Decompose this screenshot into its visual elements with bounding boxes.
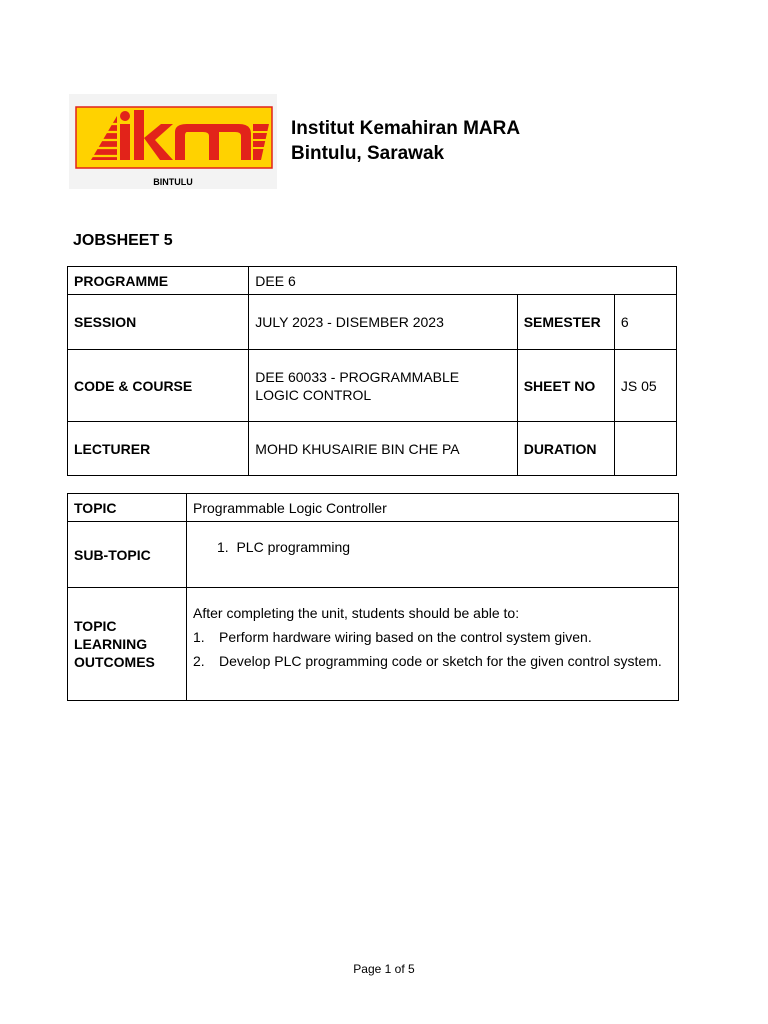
course-line-2: LOGIC CONTROL bbox=[255, 386, 372, 403]
outcomes-label bbox=[68, 588, 187, 701]
outcomes-label-line-3: OUTCOMES bbox=[74, 654, 155, 670]
outcome-number: 1. bbox=[193, 629, 205, 645]
sheet-label: SHEET NO bbox=[517, 350, 614, 422]
ikm-logo bbox=[69, 94, 277, 189]
course-line-1: DEE 60033 - PROGRAMMABLE bbox=[255, 368, 460, 385]
table-row bbox=[68, 422, 677, 476]
outcome-number: 2. bbox=[193, 653, 205, 669]
institution-line-2: Bintulu, Sarawak bbox=[291, 143, 445, 164]
outcomes-list bbox=[187, 588, 679, 701]
duration-value bbox=[614, 422, 676, 476]
outcome-text: Develop PLC programming code or sketch for the given control system. bbox=[219, 653, 662, 669]
institution-name bbox=[291, 116, 520, 166]
list-item bbox=[193, 628, 672, 646]
table-row bbox=[68, 350, 677, 422]
page-number: Page 1 of 5 bbox=[353, 962, 415, 976]
table-row bbox=[68, 295, 677, 350]
session-value: JULY 2023 - DISEMBER 2023 bbox=[249, 295, 517, 350]
session-label: SESSION bbox=[68, 295, 249, 350]
outcomes-intro: After completing the unit, students should be able to: bbox=[193, 605, 520, 621]
topic-label: TOPIC bbox=[68, 494, 187, 522]
list-item bbox=[193, 538, 672, 556]
logo-label: BINTULU bbox=[153, 177, 193, 187]
outcomes-label-line-2: LEARNING bbox=[74, 636, 148, 652]
info-table bbox=[67, 266, 677, 476]
subtopic-label: SUB-TOPIC bbox=[68, 522, 187, 588]
institution-line-1: Institut Kemahiran MARA bbox=[291, 118, 521, 139]
ikm-logo-graphic bbox=[69, 94, 277, 189]
topic-value: Programmable Logic Controller bbox=[187, 494, 679, 522]
topic-table bbox=[67, 493, 679, 701]
semester-label: SEMESTER bbox=[517, 295, 614, 350]
programme-value: DEE 6 bbox=[249, 267, 677, 295]
table-row bbox=[68, 588, 679, 701]
subtopic-number: 1. bbox=[217, 539, 229, 555]
lecturer-value: MOHD KHUSAIRIE BIN CHE PA bbox=[249, 422, 517, 476]
duration-label: DURATION bbox=[517, 422, 614, 476]
programme-label: PROGRAMME bbox=[68, 267, 249, 295]
subtopic-list bbox=[187, 522, 679, 588]
subtopic-text: PLC programming bbox=[236, 539, 351, 555]
list-item bbox=[193, 652, 672, 670]
table-row bbox=[68, 494, 679, 522]
lecturer-label: LECTURER bbox=[68, 422, 249, 476]
course-value bbox=[249, 350, 517, 422]
table-row bbox=[68, 522, 679, 588]
semester-value: 6 bbox=[614, 295, 676, 350]
page-title: JOBSHEET 5 bbox=[73, 232, 173, 249]
course-label: CODE & COURSE bbox=[68, 350, 249, 422]
table-row bbox=[68, 267, 677, 295]
outcome-text: Perform hardware wiring based on the control system given. bbox=[219, 629, 592, 645]
sheet-value: JS 05 bbox=[614, 350, 676, 422]
outcomes-label-line-1: TOPIC bbox=[74, 618, 117, 634]
